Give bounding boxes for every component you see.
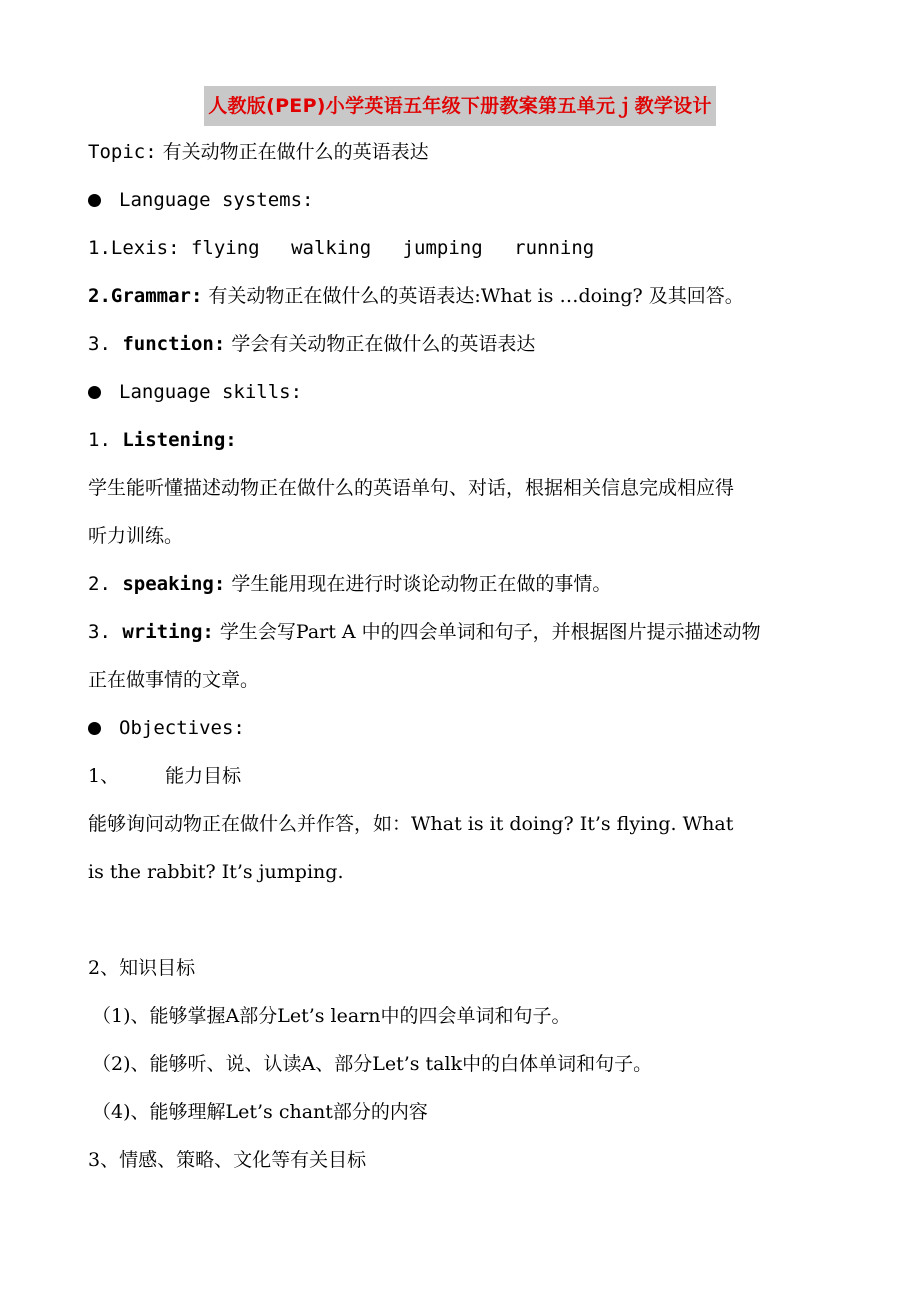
ability-text-line-1: 能够询问动物正在做什么并作答，如：What is it doing? It’s flying. What — [88, 813, 734, 835]
function-number: 3. — [88, 333, 123, 355]
writing-text: 学生会写Part A 中的四会单词和句子，并根据图片提示描述动物 — [213, 621, 761, 643]
topic-line — [88, 140, 429, 164]
bullet-icon — [88, 194, 101, 207]
knowledge-item-1: （1)、能够掌握A部分Let’s learn中的四会单词和句子。 — [92, 1005, 571, 1027]
ability-heading — [88, 764, 241, 788]
grammar-text: 有关动物正在做什么的英语表达:What is …doing? 及其回答。 — [202, 285, 744, 307]
function-line — [88, 332, 535, 356]
listening-number: 1. — [88, 429, 123, 451]
language-systems-title: Language systems: — [119, 189, 314, 211]
document-title: 人教版(PEP)小学英语五年级下册教案第五单元ｊ教学设计 — [204, 86, 716, 126]
knowledge-heading: 2、知识目标 — [88, 957, 196, 979]
listening-text-line-2: 听力训练。 — [88, 525, 184, 547]
ability-number: 1、 — [88, 765, 120, 787]
grammar-line — [88, 284, 744, 308]
writing-label: writing: — [122, 621, 214, 643]
objectives-heading — [88, 716, 245, 740]
listening-text-line-1: 学生能听懂描述动物正在做什么的英语单句、对话，根据相关信息完成相应得 — [88, 477, 735, 499]
grammar-label: 2.Grammar: — [88, 285, 203, 307]
listening-heading — [88, 428, 237, 452]
objectives-title: Objectives: — [119, 717, 245, 739]
bullet-icon — [88, 722, 101, 735]
speaking-number: 2. — [88, 573, 123, 595]
speaking-text: 学生能用现在进行时谈论动物正在做的事情。 — [225, 573, 612, 595]
lexis-word: jumping — [402, 237, 483, 259]
lexis-word: walking — [291, 237, 372, 259]
speaking-line — [88, 572, 611, 596]
lexis-word: running — [514, 237, 595, 259]
knowledge-item-2: （2)、能够听、说、认读A、部分Let’s talk中的白体单词和句子。 — [92, 1053, 653, 1075]
lexis-word: flying — [190, 237, 260, 259]
ability-text-line-2: is the rabbit? It’s jumping. — [88, 861, 344, 883]
knowledge-item-4: （4)、能够理解Let’s chant部分的内容 — [92, 1101, 428, 1123]
lexis-line — [88, 236, 594, 260]
listening-label: Listening: — [122, 429, 237, 451]
language-skills-heading — [88, 380, 302, 404]
writing-line — [88, 620, 761, 644]
language-systems-heading — [88, 188, 313, 212]
topic-label: Topic: — [88, 141, 157, 163]
emotion-heading: 3、情感、策略、文化等有关目标 — [88, 1149, 367, 1171]
function-text: 学会有关动物正在做什么的英语表达 — [225, 333, 536, 355]
writing-number: 3. — [88, 621, 123, 643]
speaking-label: speaking: — [122, 573, 226, 595]
topic-text: 有关动物正在做什么的英语表达 — [156, 141, 429, 163]
language-skills-title: Language skills: — [119, 381, 303, 403]
title-container — [0, 86, 920, 126]
bullet-icon — [88, 386, 101, 399]
function-label: function: — [122, 333, 226, 355]
writing-text-line-2: 正在做事情的文章。 — [88, 669, 260, 691]
ability-title: 能力目标 — [165, 765, 242, 787]
lexis-label: 1.Lexis: — [88, 237, 180, 259]
